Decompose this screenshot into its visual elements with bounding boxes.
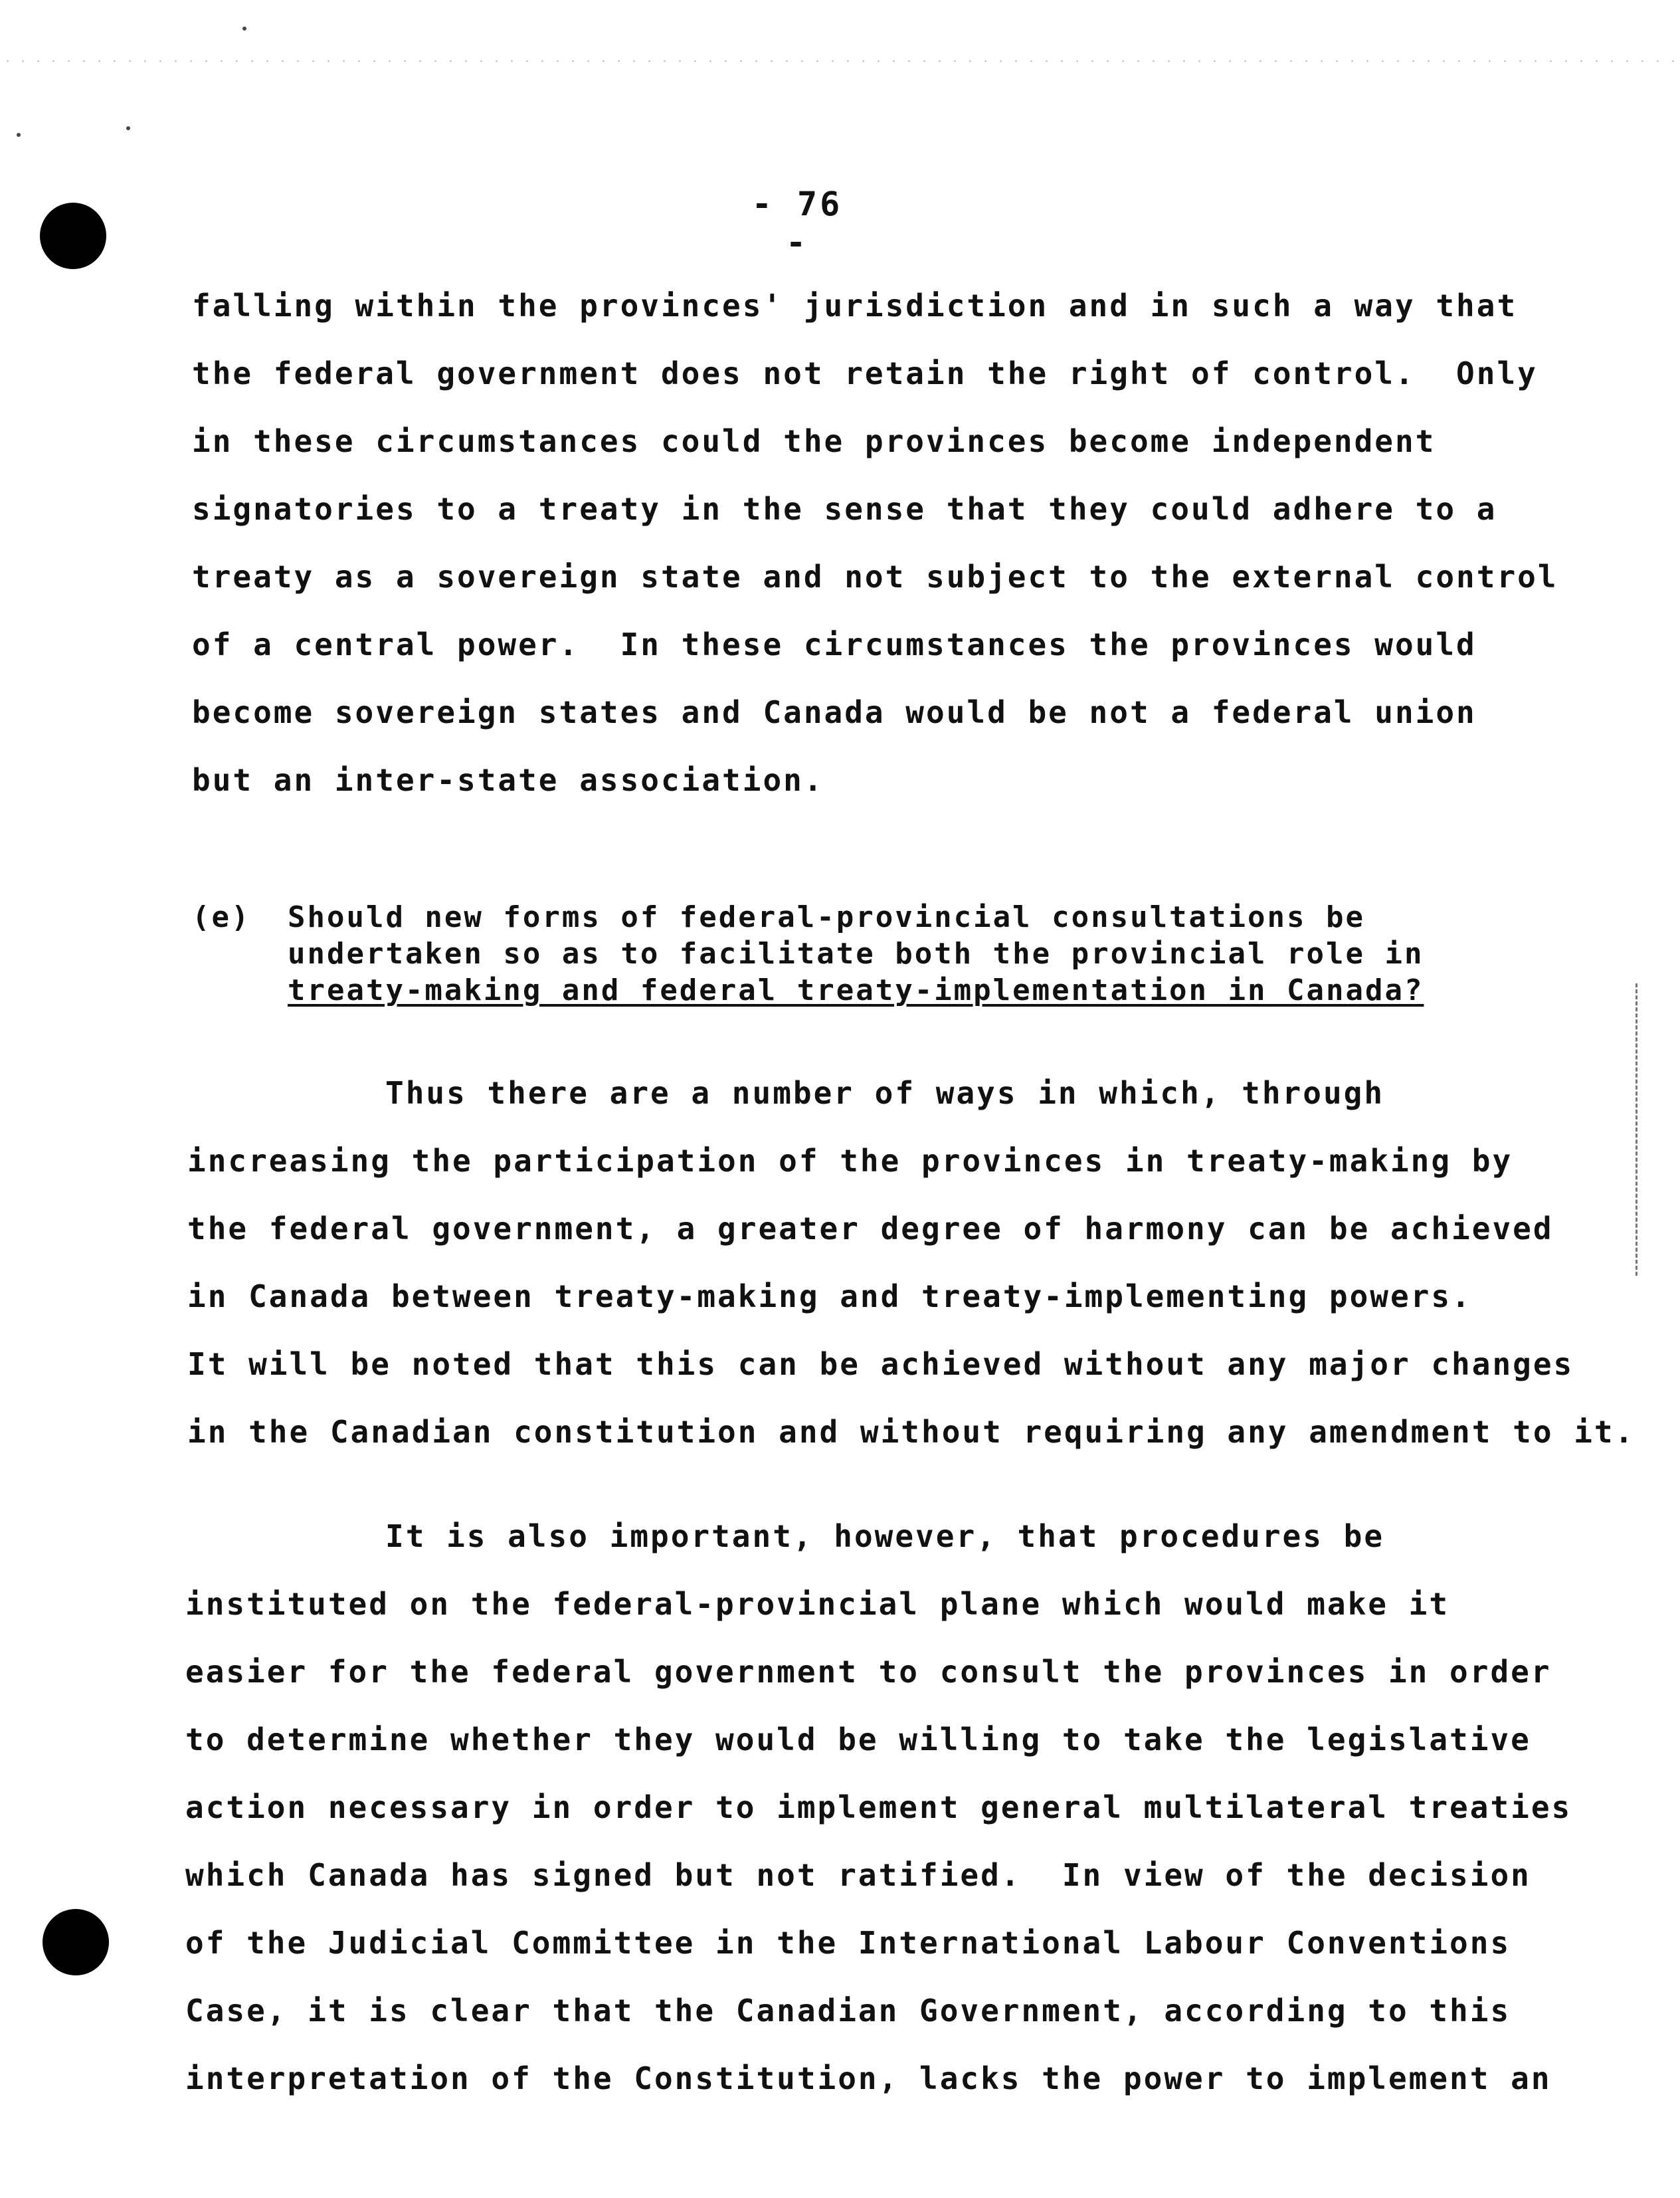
- text-line: increasing the participation of the provinces in treaty-making by: [187, 1143, 1513, 1179]
- text-line: Thus there are a number of ways in which, through: [385, 1075, 1385, 1111]
- text-line: falling within the provinces' jurisdiction and in such a way that: [192, 288, 1518, 324]
- question-line-underlined: treaty-making and federal treaty-implementation in Canada?: [288, 973, 1424, 1007]
- text-line: in Canada between treaty-making and treaty-implementing powers.: [187, 1278, 1472, 1314]
- text-line: the federal government, a greater degree of harmony can be achieved: [187, 1211, 1554, 1247]
- text-line: signatories to a treaty in the sense that they could adhere to a: [192, 491, 1497, 527]
- text-line: treaty as a sovereign state and not subject to the external control: [192, 559, 1558, 595]
- text-line: but an inter-state association.: [192, 762, 824, 798]
- scan-top-dots: [0, 0, 1680, 66]
- text-line: of a central power. In these circumstances the provinces would: [192, 627, 1477, 662]
- text-line: interpretation of the Constitution, lacks the power to implement an: [185, 2060, 1552, 2096]
- text-line: action necessary in order to implement general multilateral treaties: [185, 1789, 1572, 1825]
- scan-speck: [242, 27, 246, 31]
- punch-hole-top: [40, 203, 106, 269]
- text-line: It is also important, however, that procedures be: [385, 1518, 1385, 1554]
- question-line: Should new forms of federal-provincial consultations be: [288, 900, 1365, 934]
- text-line: in these circumstances could the provinces become independent: [192, 423, 1436, 459]
- text-line: instituted on the federal-provincial plane which would make it: [185, 1586, 1450, 1622]
- punch-hole-bottom: [43, 1909, 109, 1975]
- text-line: easier for the federal government to consult the provinces in order: [185, 1654, 1552, 1690]
- text-line: become sovereign states and Canada would be not a federal union: [192, 694, 1477, 730]
- text-line: the federal government does not retain the right of control. Only: [192, 355, 1538, 391]
- text-line: Case, it is clear that the Canadian Government, according to this: [185, 1993, 1511, 2029]
- question-line: undertaken so as to facilitate both the provincial role in: [288, 937, 1424, 971]
- margin-mark: [1635, 983, 1677, 1276]
- scan-speck: [126, 126, 130, 130]
- scan-speck: [17, 133, 21, 137]
- text-line: to determine whether they would be willing to take the legislative: [185, 1722, 1531, 1757]
- text-line: It will be noted that this can be achieved without any major changes: [187, 1346, 1574, 1382]
- question-label: (e): [192, 900, 251, 934]
- text-line: which Canada has signed but not ratified. In view of the decision: [185, 1857, 1531, 1893]
- text-line: in the Canadian constitution and without requiring any amendment to it.: [187, 1414, 1635, 1450]
- page-number: - 76 -: [751, 185, 843, 262]
- text-line: of the Judicial Committee in the International Labour Conventions: [185, 1925, 1511, 1961]
